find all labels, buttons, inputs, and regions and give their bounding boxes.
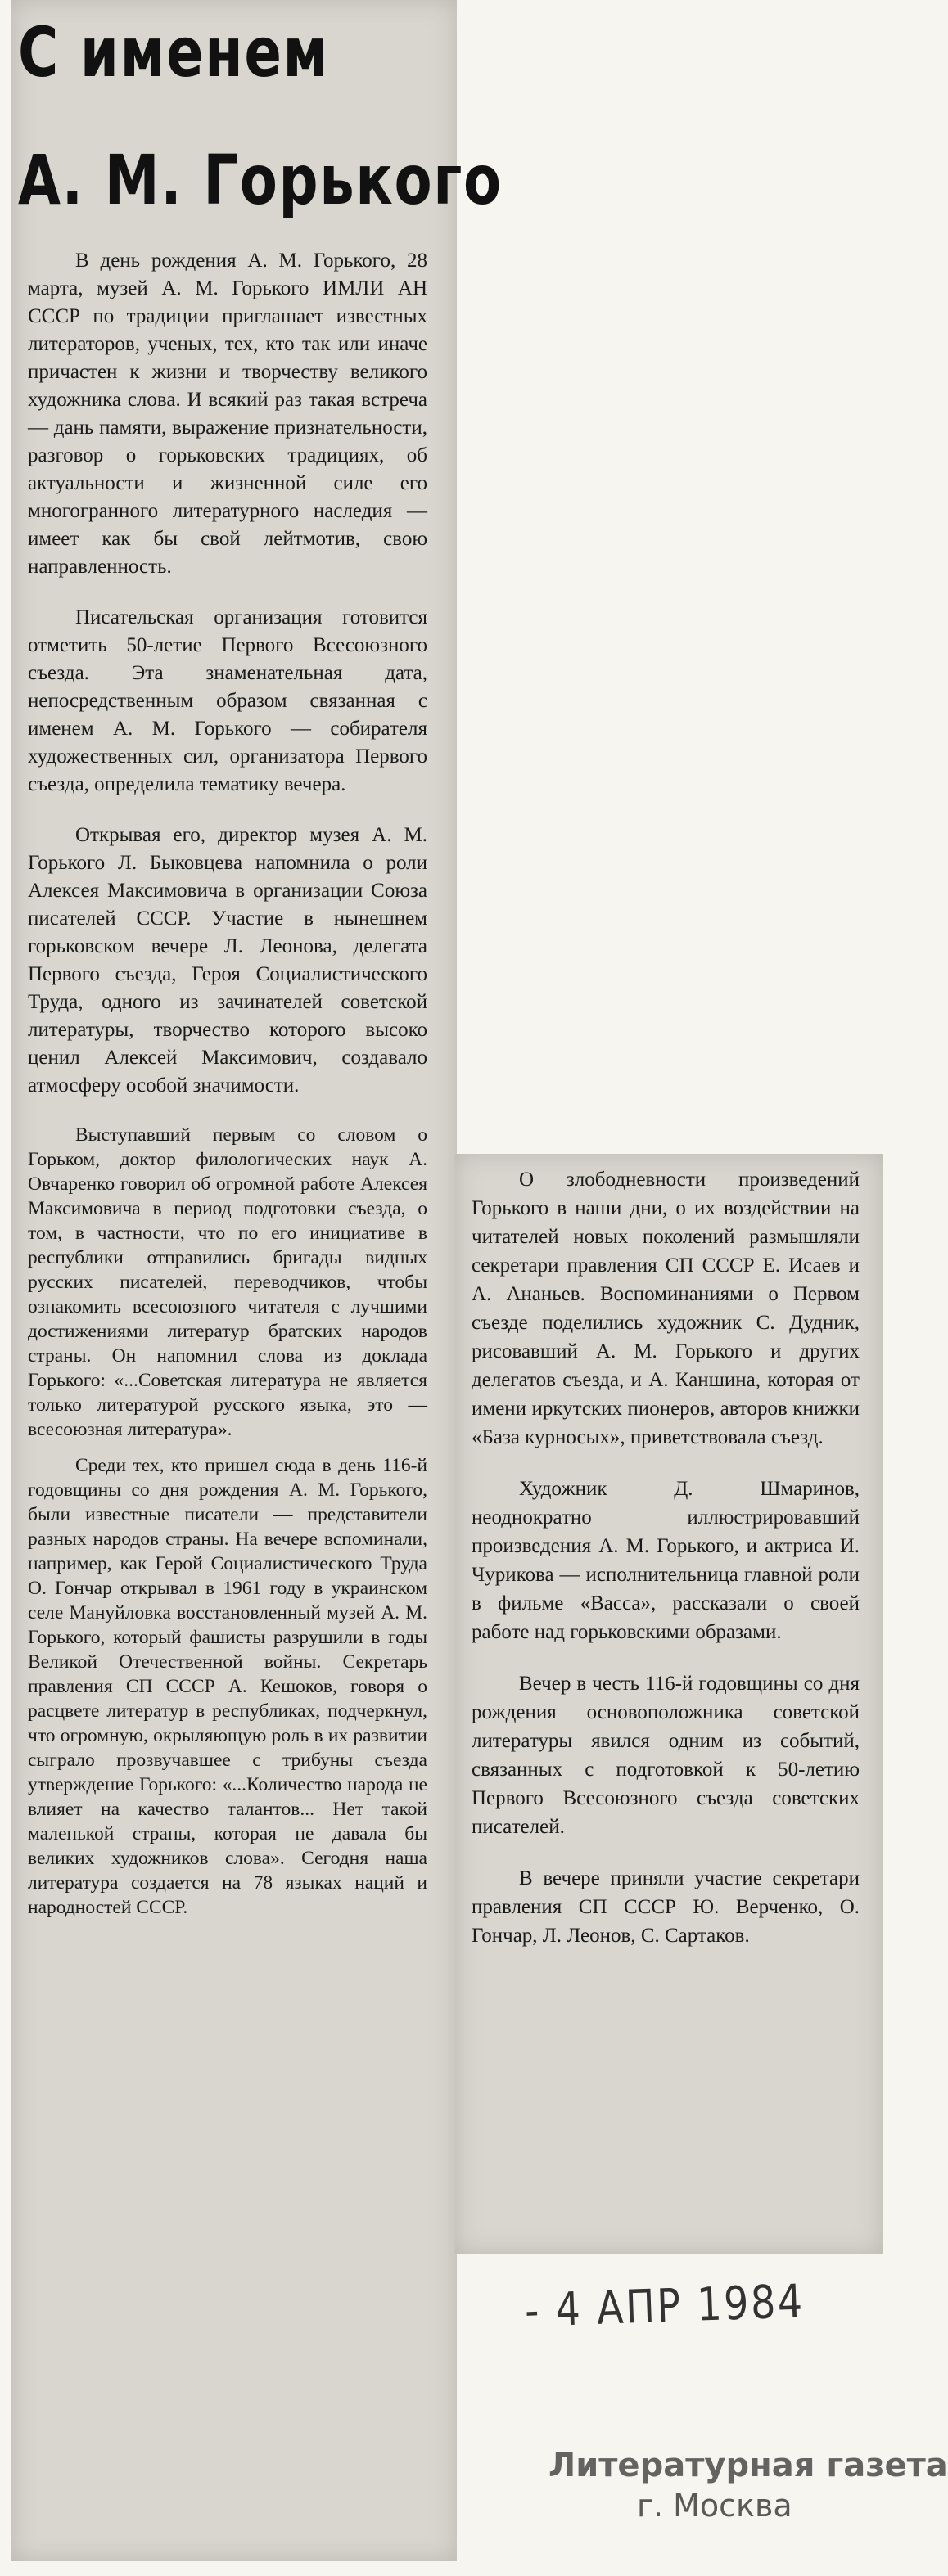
paragraph-2: Писательская организация готовится отметить 50-летие Первого Всесоюзного съезда. Эта знаменательная дата, непосредственным образом связанная с именем А. М. Горького — собирателя художественных сил, организатора Первого съезда, определила тематику вечера.	[28, 606, 427, 795]
paragraph-1: В день рождения А. М. Горького, 28 марта, музей А. М. Горького ИМЛИ АН СССР по традиции приглашает известных литераторов, ученых, тех, кто так или иначе причастен к жизни и творчеству великого художника слова. И всякий раз такая встреча — дань памяти, выражение признательности, разговор о горьковских традициях, об актуальности и жизненной силе его многогранного литературного наследия — имеет как бы свой лейтмотив, свою направленность.	[28, 250, 427, 578]
headline-line2: А. М. Горького	[18, 140, 503, 220]
newspaper-stamp: Литературная газета	[548, 2447, 948, 2484]
article-column-left	[28, 247, 427, 1943]
paragraph-7: Художник Д. Шмаринов, неоднократно иллюстрировавший произведения А. М. Горького, и актриса И. Чурикова — исполнительница главной роли в фильме «Васса», рассказали о своей работе над горьковскими образами.	[472, 1478, 860, 1643]
article-column-right	[472, 1165, 860, 1973]
paragraph-3: Открывая его, директор музея А. М. Горького Л. Быковцева напомнила о роли Алексея Максимовича в организации Союза писателей СССР. Участие в нынешнем горьковском вечере Л. Леонова, делегата Первого съезда, Героя Социалистического Труда, одного из зачинателей советской литературы, творчество которого высоко ценил Алексей Максимович, создавало атмосферу особой значимости.	[28, 824, 427, 1097]
date-stamp: - 4 АПР 1984	[524, 2275, 806, 2338]
paragraph-8: Вечер в честь 116-й годовщины со дня рождения основоположника советской литературы явился одним из событий, связанных с подготовкой к 50-летию Первого Всесоюзного съезда советских писателей.	[472, 1673, 860, 1838]
paragraph-9: В вечере приняли участие секретари правления СП СССР Ю. Верченко, О. Гончар, Л. Леонов, С. Сартаков.	[472, 1867, 860, 1947]
paragraph-4: Выступавший первым со словом о Горьком, доктор филологических наук А. Овчаренко говорил об огромной работе Алексея Максимовича в период подготовки съезда, о том, в частности, что по его инициативе в республики отправились бригады видных русских писателей, переводчиков, чтобы ознакомить всесоюзного читателя с лучшими достижениями литератур братских народов страны. Он напомнил слова из доклада Горького: «...Советская литература не является только литературой русского языка, это — всесоюзная литература».	[28, 1124, 427, 1440]
city-stamp: г. Москва	[637, 2488, 792, 2524]
paragraph-5: Среди тех, кто пришел сюда в день 116-й годовщины со дня рождения А. М. Горького, были известные писатели — представители разных народов страны. На вечере вспоминали, например, как Герой Социалистического Труда О. Гончар открывал в 1961 году в украинском селе Мануйловка восстановленный музей А. М. Горького, который фашисты разрушили в годы Великой Отечественной войны. Секретарь правления СП СССР А. Кешоков, говоря о расцвете литератур в республиках, подчеркнул, что огромную, окрыляющую роль в их развитии сыграло прозвучавшее с трибуны съезда утверждение Горького: «...Количество народа не влияет на качество талантов... Нет такой маленькой страны, которая не давала бы великих художников слова». Сегодня наша литература создается на 78 языках наций и народностей СССР.	[28, 1455, 427, 1918]
paragraph-6: О злободневности произведений Горького в наши дни, о их воздействии на читателей новых поколений размышляли секретари правления СП СССР Е. Исаев и А. Ананьев. Воспоминаниями о Первом съезде поделились художник С. Дудник, рисовавший А. М. Горького и других делегатов съезда, и А. Каншина, которая от имени иркутских пионеров, авторов книжки «База курносых», приветствовала съезд.	[472, 1169, 860, 1448]
headline-line1: С именем	[18, 12, 330, 92]
